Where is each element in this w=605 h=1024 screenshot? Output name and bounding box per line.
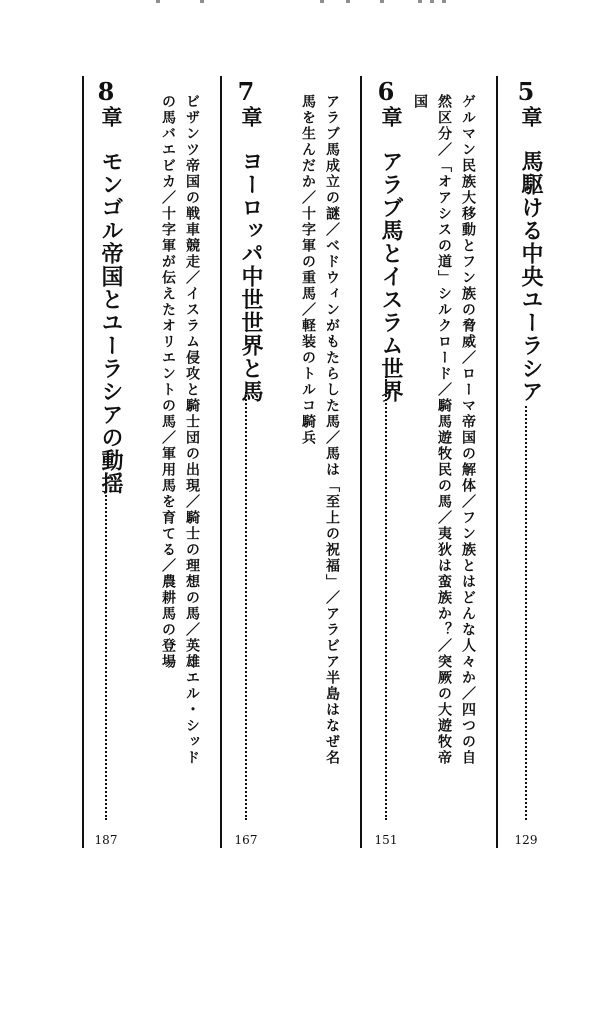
dot-leader	[525, 406, 527, 820]
page-number: 167	[234, 833, 258, 847]
page-number: 187	[94, 833, 118, 847]
dot-leader	[105, 476, 107, 820]
chapter-number: 5	[517, 77, 535, 106]
chapter-5-description: ゲルマン民族大移動とフン族の脅威／ローマ帝国の解体／フン族とはどんな人々か／四つの自然区分／「オアシスの道」シルクロード／騎馬遊牧民の馬／夷狄は蛮族か？／突厥の大遊牧帝国	[412, 94, 476, 766]
chapter-6-description: アラブ馬成立の謎／ベドウィンがもたらした馬／馬は「至上の祝福」／アラビア半島はなぜ名馬を生んだか／十字軍の重馬／軽装のトルコ騎兵	[300, 94, 340, 766]
chapter-rule	[82, 76, 84, 848]
chapter-title: 馬駆ける中央ユーラシア	[518, 150, 544, 403]
chapter-6-entry[interactable]	[366, 76, 406, 848]
chapter-title: モンゴル帝国とユーラシアの動揺	[98, 150, 124, 495]
chapter-number: 6	[377, 77, 395, 106]
chapter-label: 章	[239, 106, 264, 127]
chapter-rule	[220, 76, 222, 848]
chapter-7-entry[interactable]	[226, 76, 266, 848]
scan-artifact-marks	[150, 0, 450, 8]
chapter-label: 章	[519, 106, 544, 127]
page-number: 129	[514, 833, 538, 847]
dot-leader	[245, 392, 247, 820]
page-number: 151	[374, 833, 398, 847]
chapter-label: 章	[99, 106, 124, 127]
chapter-7-description: ビザンツ帝国の戦車競走／イスラム侵攻と騎士団の出現／騎士の理想の馬／英雄エル・シッドの馬バエビカ／十字軍が伝えたオリエントの馬／軍用馬を育てる／農耕馬の登場	[160, 94, 200, 766]
chapter-title: アラブ馬とイスラム世界	[378, 150, 404, 403]
chapter-title: ヨーロッパ中世世界と馬	[238, 150, 264, 403]
chapter-rule	[360, 76, 362, 848]
chapter-5-entry[interactable]	[506, 76, 546, 848]
chapter-label: 章	[379, 106, 404, 127]
chapter-number: 8	[97, 77, 115, 106]
chapter-8-entry[interactable]	[86, 76, 126, 848]
chapter-rule	[496, 76, 498, 848]
dot-leader	[385, 376, 387, 820]
chapter-number: 7	[237, 77, 255, 106]
